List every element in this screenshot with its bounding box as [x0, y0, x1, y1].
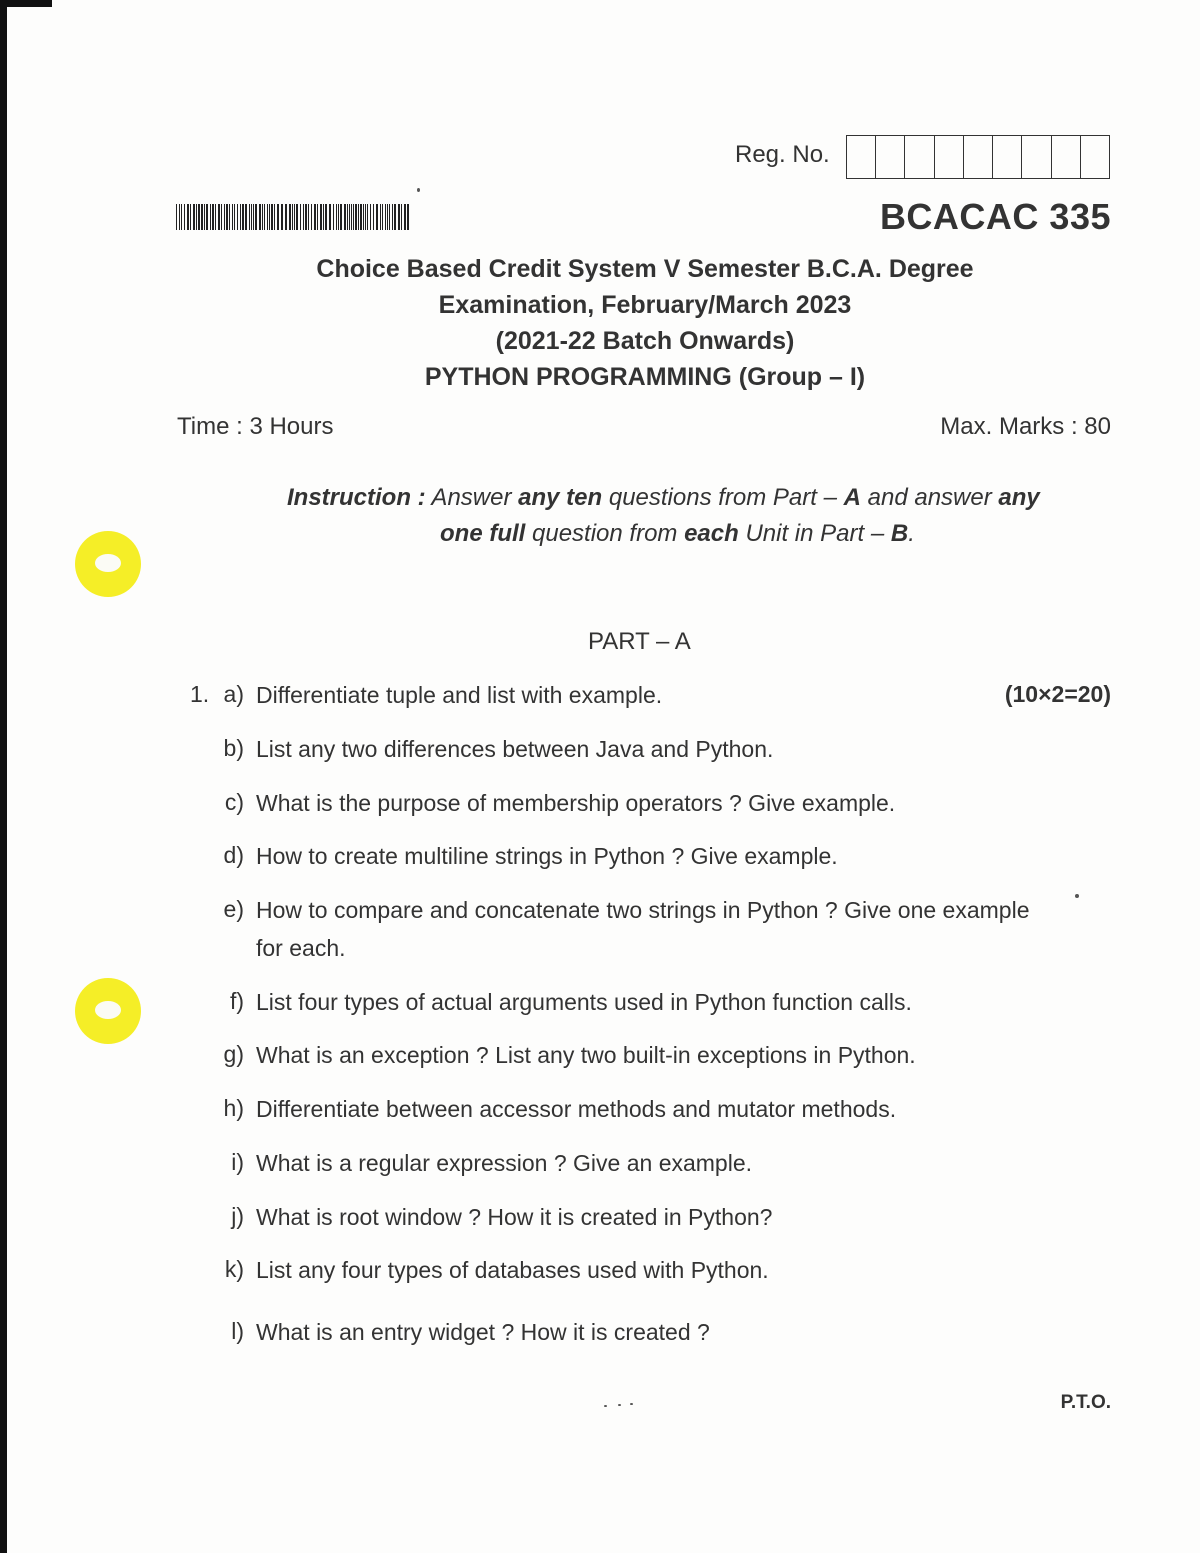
- scan-speck: [417, 188, 420, 192]
- barcode-bar: [314, 204, 316, 230]
- subquestion-text: Differentiate between accessor methods and mutator methods.: [256, 1096, 897, 1122]
- barcode-bar: [305, 204, 307, 230]
- barcode-bar: [389, 204, 390, 230]
- instruction-line-1: [287, 484, 1040, 512]
- subquestion-label: g): [223, 1041, 244, 1067]
- subquestion-text: How to create multiline strings in Python ? Give example.: [256, 843, 838, 869]
- subquestion-text: List any two differences between Java and Python.: [256, 736, 774, 762]
- barcode-bar: [255, 204, 257, 230]
- scan-speck: [630, 1403, 633, 1405]
- page-turn-over: P.T.O.: [1060, 1392, 1111, 1413]
- subquestion-text: List any four types of databases used with Python.: [256, 1257, 769, 1283]
- exam-title-line-2: Examination, February/March 2023: [438, 291, 852, 319]
- barcode-bar: [269, 204, 270, 230]
- subquestion-label: f): [229, 988, 244, 1014]
- reg-no-box: [964, 136, 993, 178]
- subquestion-label: i): [231, 1149, 244, 1175]
- barcode-bar: [336, 204, 337, 230]
- barcode-bar: [376, 204, 378, 230]
- subquestion-text: What is root window ? How it is created in Python?: [256, 1204, 773, 1230]
- barcode-bar: [311, 204, 312, 230]
- instruction-emphasis: one full: [440, 520, 526, 547]
- instruction-text: questions from Part –: [602, 484, 844, 511]
- reg-no-box: [847, 136, 876, 178]
- instruction-emphasis: B: [890, 520, 909, 547]
- barcode-bar: [226, 204, 228, 230]
- reg-no-box: [905, 136, 934, 178]
- barcode-bar: [281, 204, 283, 230]
- barcode-bar: [303, 204, 304, 230]
- subquestion-label: e): [223, 896, 244, 922]
- subquestion-text: List four types of actual arguments used in Python function calls.: [256, 989, 912, 1015]
- instruction-text: question from: [525, 520, 685, 547]
- barcode-bar: [385, 204, 386, 230]
- exam-duration: Time : 3 Hours: [177, 413, 334, 440]
- barcode-bar: [373, 204, 374, 230]
- barcode-bar: [365, 204, 366, 230]
- barcode-bar: [323, 204, 324, 230]
- barcode-bar: [404, 204, 406, 230]
- barcode-bar: [398, 204, 400, 230]
- exam-title-line-3: (2021-22 Batch Onwards): [495, 327, 795, 355]
- barcode-bar: [333, 204, 334, 230]
- barcode-bar: [380, 204, 381, 230]
- barcode-bar: [224, 204, 225, 230]
- scan-speck: [604, 1405, 607, 1407]
- instruction-text: and answer: [860, 484, 999, 511]
- barcode-bar: [237, 204, 238, 230]
- subquestion-text: How to compare and concatenate two strings in Python ? Give one example: [256, 897, 1030, 923]
- barcode-bar: [251, 204, 252, 230]
- barcode-bar: [179, 204, 180, 230]
- barcode-bar: [353, 204, 354, 230]
- instruction-emphasis: A: [843, 484, 861, 511]
- subquestion-text: Differentiate tuple and list with example.: [256, 682, 663, 708]
- barcode-bar: [184, 204, 185, 230]
- subquestion-label: c): [224, 789, 244, 815]
- part-a-title: PART – A: [588, 628, 691, 655]
- barcode-bar: [193, 204, 195, 230]
- barcode-bar: [249, 204, 250, 230]
- barcode-bar: [240, 204, 241, 230]
- barcode-bar: [401, 204, 402, 230]
- barcode-bar: [338, 204, 339, 230]
- instruction-emphasis: any: [998, 484, 1040, 511]
- barcode-bar: [300, 204, 301, 230]
- instruction-text: .: [908, 520, 915, 547]
- subquestion-text: What is an entry widget ? How it is created ?: [256, 1319, 710, 1345]
- barcode-bar: [215, 204, 216, 230]
- marks-allocation: (10×2=20): [1004, 681, 1111, 707]
- barcode-bar: [340, 204, 342, 230]
- barcode-bar: [344, 204, 346, 230]
- subquestion-text: What is a regular expression ? Give an example.: [256, 1150, 753, 1176]
- barcode-bar: [253, 204, 254, 230]
- reg-no-box: [993, 136, 1022, 178]
- max-marks: Max. Marks : 80: [940, 413, 1111, 440]
- barcode-bar: [285, 204, 287, 230]
- subquestion-text: What is an exception ? List any two built-in exceptions in Python.: [256, 1042, 916, 1068]
- barcode-bar: [274, 204, 275, 230]
- subquestion-label: a): [223, 681, 244, 707]
- barcode-bar: [242, 204, 244, 230]
- barcode-bar: [187, 204, 189, 230]
- reg-no-boxes: [846, 135, 1110, 179]
- barcode-bar: [201, 204, 203, 230]
- instruction-label: Instruction :: [287, 484, 426, 511]
- barcode-bar: [325, 204, 327, 230]
- reg-no-box: [1022, 136, 1051, 178]
- exam-title-line-1: Choice Based Credit System V Semester B.C.A. Degree: [316, 255, 974, 283]
- barcode-bar: [218, 204, 220, 230]
- barcode-bar: [176, 204, 177, 230]
- instruction-emphasis: each: [684, 520, 739, 547]
- barcode-bar: [294, 204, 295, 230]
- barcode-bar: [229, 204, 230, 230]
- subquestion-label: j): [231, 1203, 244, 1229]
- barcode-bar: [292, 204, 293, 230]
- scan-edge-top: [0, 0, 52, 7]
- barcode-bar: [317, 204, 318, 230]
- instruction-text: Unit in Part –: [738, 520, 891, 547]
- barcode-bar: [382, 204, 383, 230]
- instruction-line-2: [440, 520, 915, 548]
- barcode-bar: [234, 204, 235, 230]
- barcode-bar: [267, 204, 268, 230]
- reg-no-box: [1081, 136, 1109, 178]
- barcode-bar: [367, 204, 368, 230]
- subquestion-label: k): [224, 1256, 244, 1282]
- barcode-bar: [347, 204, 348, 230]
- barcode-bar: [232, 204, 233, 230]
- subquestion-label: b): [223, 735, 244, 761]
- scan-edge: [0, 0, 7, 1553]
- subquestion-text-continued: for each.: [256, 935, 346, 961]
- subquestion-label: h): [223, 1095, 244, 1121]
- reg-no-box: [876, 136, 905, 178]
- barcode-bar: [370, 204, 371, 230]
- scan-speck: [618, 1404, 621, 1406]
- punch-hole: [75, 531, 141, 597]
- barcode-bar: [308, 204, 309, 230]
- barcode-bar: [392, 204, 393, 230]
- barcode-bar: [320, 204, 322, 230]
- barcode-bar: [206, 204, 208, 230]
- question-number: 1.: [190, 681, 210, 707]
- subquestion-label: l): [231, 1318, 244, 1344]
- barcode-bar: [264, 204, 265, 230]
- barcode-bar: [363, 204, 364, 230]
- instruction-text: Answer: [425, 484, 519, 511]
- barcode-bar: [407, 204, 409, 230]
- barcode-bar: [198, 204, 200, 230]
- instruction-emphasis: any ten: [518, 484, 603, 511]
- barcode-bar: [277, 204, 279, 230]
- barcode-bar: [212, 204, 214, 230]
- punch-hole: [75, 978, 141, 1044]
- reg-no-label: Reg. No.: [735, 141, 830, 168]
- scan-speck: [1075, 894, 1079, 898]
- barcode-bar: [210, 204, 211, 230]
- reg-no-box: [1052, 136, 1081, 178]
- barcode-bar: [181, 204, 182, 230]
- barcode-bar: [387, 204, 388, 230]
- paper-code: BCACAC 335: [879, 196, 1111, 237]
- barcode-bar: [271, 204, 273, 230]
- barcode-bar: [221, 204, 222, 230]
- subquestion-text: What is the purpose of membership operators ? Give example.: [256, 790, 896, 816]
- barcode-bar: [262, 204, 263, 230]
- barcode-bar: [351, 204, 352, 230]
- barcode-bar: [245, 204, 247, 230]
- barcode-bar: [329, 204, 331, 230]
- barcode-bar: [360, 204, 362, 230]
- barcode-bar: [190, 204, 191, 230]
- reg-no-box: [935, 136, 964, 178]
- barcode-bar: [358, 204, 359, 230]
- barcode: [176, 204, 412, 230]
- barcode-bar: [196, 204, 197, 230]
- barcode-bar: [349, 204, 350, 230]
- barcode-bar: [296, 204, 298, 230]
- barcode-bar: [355, 204, 357, 230]
- barcode-bar: [289, 204, 291, 230]
- subquestion-label: d): [223, 842, 244, 868]
- barcode-bar: [204, 204, 205, 230]
- barcode-bar: [259, 204, 261, 230]
- subject-title: PYTHON PROGRAMMING (Group – I): [424, 363, 866, 391]
- barcode-bar: [394, 204, 396, 230]
